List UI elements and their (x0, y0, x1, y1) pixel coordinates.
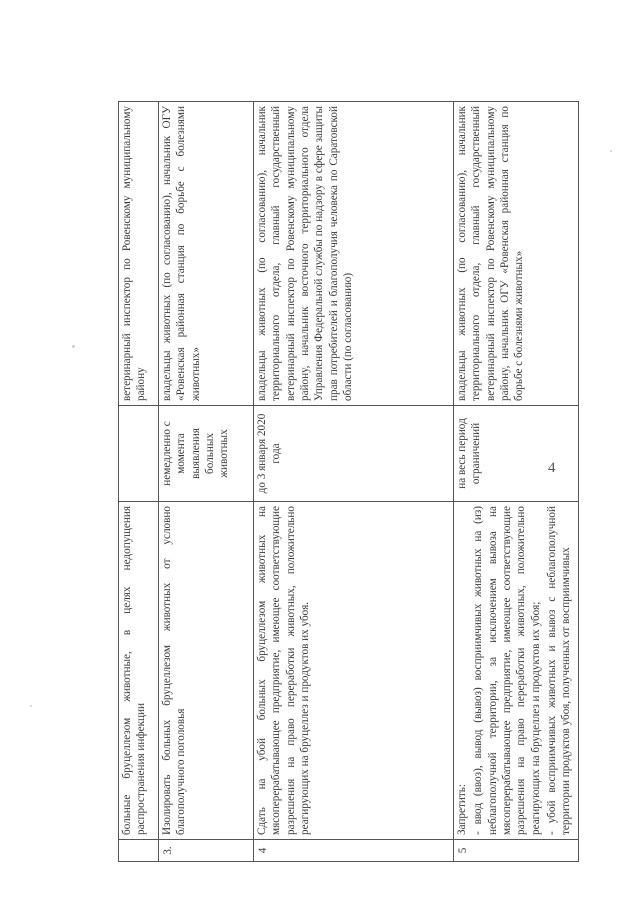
measure-cell (159, 502, 254, 840)
responsible-text: владельцы животных (по согласованию), начальник ОГУ «Ровенская районная станция по борьбе с болезнями животных» (161, 106, 202, 401)
table-row (454, 102, 579, 862)
row-number: 5 (454, 840, 579, 862)
due-cell: до 3 января 2020 года (254, 406, 454, 502)
due-cell (119, 406, 159, 502)
measure-cell (119, 502, 159, 840)
measure-text: Сдать на убой больных бруцеллезом животных на мясоперерабатывающее предприятие, имеющее соответствующие разрешения на право переработки животных, положительно реагирующих на бруцеллез и продуктов их убоя. (256, 506, 311, 835)
measure-cell (454, 502, 579, 840)
measures-table (118, 101, 579, 862)
responsible-text: владельцы животных (по согласованию), начальник территориального отдела, главный государственный ветеринарный инспектор по Ровенскому муниципальному району, начальник восточного территориального отдела Управления Федеральной службы по надзору в сфере защиты прав потребителей и благополучия человека по Саратовской области (по согласованию) (256, 106, 354, 401)
responsible-cell (159, 102, 254, 406)
row-number: 3. (159, 840, 254, 862)
due-cell: немедленно с момента выявления больных животных (159, 406, 254, 502)
measure-text: Изолировать больных бруцеллезом животных от условно благополучного поголовья (161, 506, 188, 835)
responsible-cell (254, 102, 454, 406)
measure-text: больные бруцеллезом животные, в целях недопущения распространения инфекции (121, 506, 148, 835)
table-row (119, 102, 159, 862)
responsible-cell (119, 102, 159, 406)
scan-dot (610, 150, 612, 152)
rotated-table-wrapper (118, 102, 579, 862)
page-number: 4 (548, 460, 556, 476)
scan-dot (30, 705, 32, 707)
responsible-text: владельцы животных (по согласованию), начальник территориального отдела, главный государственный ветеринарный инспектор по Ровенскому муниципальному району, начальник ОГУ «Ровенская районная станция по борьбе с болезнями животных» (456, 106, 526, 401)
measure-text: - убой восприимчивых животных и вывоз с неблагополучной территории продуктов убоя, полученных от восприимчивых (545, 506, 573, 835)
responsible-cell (454, 102, 579, 406)
responsible-text: ветеринарный инспектор по Ровенскому муниципальному району (121, 106, 148, 401)
due-cell: на весь период ограничений (454, 406, 579, 502)
table-row (254, 102, 454, 862)
row-number: 4 (254, 840, 454, 862)
table-row (159, 102, 254, 862)
measure-cell (254, 502, 454, 840)
measure-text: Запретить: (456, 784, 468, 835)
row-number (119, 840, 159, 862)
scan-dot (72, 345, 75, 348)
measure-text: - ввод (ввоз), вывод (вывоз) восприимчивых животных на (из) неблагополучной территории, за исключением вывоза на мясоперерабатывающее предприятие, имеющее соответствующие разрешения на право переработки животных, положительно реагирующих на бруцеллез и продуктов их убоя; (472, 506, 542, 835)
